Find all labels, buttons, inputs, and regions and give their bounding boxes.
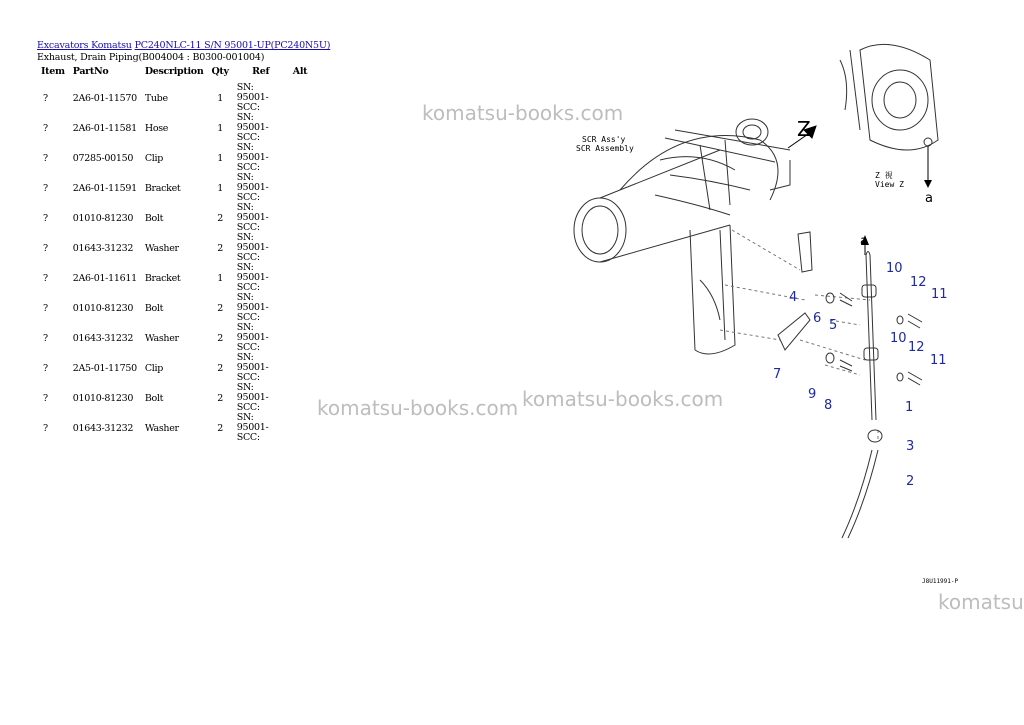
cell-alt: [289, 143, 311, 173]
cell-partno: 07285-00150: [72, 152, 134, 164]
cell-ref: SN: 95001-SCC:: [236, 262, 269, 293]
watermark: komatsu-books.com: [522, 387, 724, 411]
table-row: [37, 293, 311, 323]
cell-partno: 01010-81230: [72, 212, 134, 224]
watermark: komatsu: [938, 590, 1024, 614]
page-subtitle: Exhaust, Drain Piping(B004004 : B0300-001004): [37, 52, 265, 63]
col-header-alt: Alt: [292, 66, 308, 77]
table-row: [37, 383, 311, 413]
watermark: komatsu-books.com: [422, 101, 624, 125]
breadcrumb-link-category[interactable]: Excavators Komatsu: [37, 40, 132, 51]
cell-partno: 2A6-01-11611: [72, 272, 137, 284]
cell-ref: SN: 95001-SCC:: [236, 172, 269, 203]
cell-ref: SN: 95001-SCC:: [236, 142, 269, 173]
cell-item: ?: [43, 242, 48, 254]
table-row: [37, 323, 311, 353]
cell-qty: 2: [217, 212, 223, 224]
cell-alt: [289, 263, 311, 293]
callout-5: 5: [829, 318, 838, 333]
cell-qty: 1: [217, 182, 223, 194]
cell-alt: [289, 413, 311, 443]
cell-partno: 01643-31232: [72, 242, 134, 254]
callout-11: 11: [930, 353, 947, 368]
callout-9: 9: [808, 387, 817, 402]
cell-description: Bracket: [144, 182, 181, 194]
cell-qty: 2: [217, 302, 223, 314]
col-header-description: Description: [144, 66, 204, 77]
cell-item: ?: [43, 152, 48, 164]
callout-2: 2: [906, 474, 915, 489]
cell-description: Washer: [144, 332, 179, 344]
callout-1: 1: [905, 400, 914, 415]
cell-item: ?: [43, 182, 48, 194]
scr-assembly-label: SCR Assembly: [576, 144, 634, 153]
cell-qty: 1: [217, 122, 223, 134]
cell-item: ?: [43, 332, 48, 344]
table-row: [37, 413, 311, 443]
cell-alt: [289, 113, 311, 143]
cell-alt: [289, 233, 311, 263]
cell-item: ?: [43, 422, 48, 434]
cell-description: Tube: [144, 92, 168, 104]
callout-10: 10: [890, 331, 907, 346]
cell-description: Washer: [144, 242, 179, 254]
cell-partno: 2A6-01-11570: [72, 92, 137, 104]
callout-10: 10: [886, 261, 903, 276]
callout-4: 4: [789, 290, 798, 305]
cell-partno: 2A6-01-11591: [72, 182, 137, 194]
cell-item: ?: [43, 272, 48, 284]
cell-ref: SN: 95001-SCC:: [236, 202, 269, 233]
callout-11: 11: [931, 287, 948, 302]
callout-3: 3: [906, 439, 915, 454]
cell-alt: [289, 173, 311, 203]
cell-item: ?: [43, 392, 48, 404]
cell-item: ?: [43, 122, 48, 134]
cell-item: ?: [43, 302, 48, 314]
cell-ref: SN: 95001-SCC:: [236, 352, 269, 383]
cell-item: ?: [43, 92, 48, 104]
cell-description: Clip: [144, 152, 164, 164]
point-a-label-detail: a: [925, 191, 933, 206]
cell-ref: SN: 95001-SCC:: [236, 82, 269, 113]
cell-alt: [289, 293, 311, 323]
cell-alt: [289, 383, 311, 413]
callout-8: 8: [824, 398, 833, 413]
cell-qty: 2: [217, 422, 223, 434]
table-row: [37, 83, 311, 113]
cell-item: ?: [43, 362, 48, 374]
cell-ref: SN: 95001-SCC:: [236, 292, 269, 323]
scr-assy-label: SCR Ass'y: [582, 135, 626, 144]
breadcrumb: [37, 40, 330, 51]
table-row: [37, 143, 311, 173]
callout-12: 12: [910, 275, 927, 290]
exploded-parts-diagram: [560, 30, 980, 590]
cell-partno: 01010-81230: [72, 392, 134, 404]
cell-ref: SN: 95001-SCC:: [236, 232, 269, 263]
cell-ref: SN: 95001-SCC:: [236, 412, 269, 443]
col-header-item: Item: [41, 66, 65, 77]
table-row: [37, 233, 311, 263]
col-header-partno: PartNo: [72, 66, 109, 77]
table-row: [37, 173, 311, 203]
drawing-code: J8U11991-P: [922, 578, 959, 585]
table-row: [37, 203, 311, 233]
cell-partno: 01643-31232: [72, 332, 134, 344]
cell-alt: [289, 83, 311, 113]
callout-12: 12: [908, 340, 925, 355]
breadcrumb-link-model[interactable]: PC240NLC-11 S/N 95001-UP(PC240N5U): [134, 40, 331, 51]
table-row: [37, 113, 311, 143]
cell-qty: 1: [217, 92, 223, 104]
cell-description: Clip: [144, 362, 164, 374]
callout-7: 7: [773, 367, 782, 382]
view-letter-z: Z: [797, 117, 811, 141]
cell-qty: 2: [217, 362, 223, 374]
parts-table: [37, 66, 311, 443]
cell-alt: [289, 203, 311, 233]
cell-qty: 2: [217, 392, 223, 404]
cell-qty: 1: [217, 272, 223, 284]
cell-partno: 2A5-01-11750: [72, 362, 137, 374]
cell-qty: 2: [217, 332, 223, 344]
view-z-label: View Z: [875, 180, 904, 189]
cell-ref: SN: 95001-SCC:: [236, 382, 269, 413]
cell-description: Bolt: [144, 302, 164, 314]
callout-6: 6: [813, 311, 822, 326]
cell-ref: SN: 95001-SCC:: [236, 322, 269, 353]
cell-ref: SN: 95001-SCC:: [236, 112, 269, 143]
col-header-qty: Qty: [211, 66, 229, 77]
table-row: [37, 263, 311, 293]
cell-description: Washer: [144, 422, 179, 434]
cell-partno: 01643-31232: [72, 422, 134, 434]
cell-partno: 2A6-01-11581: [72, 122, 137, 134]
cell-qty: 1: [217, 152, 223, 164]
cell-item: ?: [43, 212, 48, 224]
cell-partno: 01010-81230: [72, 302, 134, 314]
cell-qty: 2: [217, 242, 223, 254]
watermark: komatsu-books.com: [317, 396, 519, 420]
cell-alt: [289, 353, 311, 383]
cell-description: Hose: [144, 122, 169, 134]
cell-description: Bolt: [144, 212, 164, 224]
cell-description: Bolt: [144, 392, 164, 404]
point-a-label: a: [860, 234, 868, 249]
table-header-row: [37, 66, 311, 83]
col-header-ref: Ref: [252, 66, 270, 77]
cell-description: Bracket: [144, 272, 181, 284]
view-z-jp-label: Z 視: [875, 171, 893, 180]
table-row: [37, 353, 311, 383]
cell-alt: [289, 323, 311, 353]
